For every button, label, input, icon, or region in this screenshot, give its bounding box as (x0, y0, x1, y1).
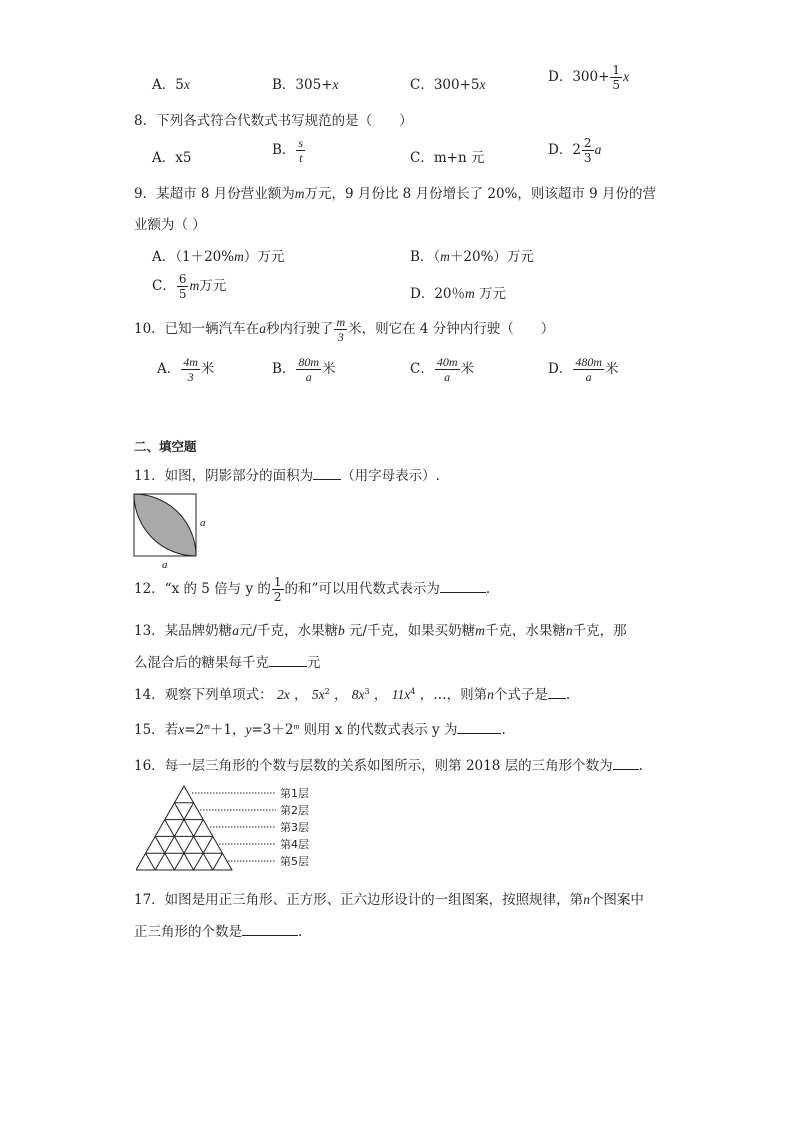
fraction: $\frac{m}{3}$ (336, 315, 346, 344)
q7-option-c: C．300+5x (410, 77, 486, 93)
q8-option-a: A．x5 (152, 150, 192, 166)
q14-stem: 14．观察下列单项式： 2x ， $5x^2$ ， $8x^3$ ， $11x^4$ ，…，则第n个式子是 . (134, 687, 571, 703)
fraction: $\frac{480m}{a}$ (575, 355, 602, 384)
q17-stem-line1: 17．如图是用正三角形、正方形、正六边形设计的一组图案，按照规律，第n个图案中 (134, 892, 644, 908)
answer-blank[interactable] (457, 721, 501, 734)
answer-blank[interactable] (269, 654, 307, 667)
q10-option-b: B． $\frac{80m}{a}$ 米 (272, 355, 336, 384)
q16-stem: 16．每一层三角形的个数与层数的关系如图所示，则第 2018 层的三角形个数为 . (134, 758, 643, 774)
q8-option-c: C．m+n 元 (410, 150, 485, 166)
q13-stem-line1: 13．某品牌奶糖a元/千克，水果糖b 元/千克，如果买奶糖m千克，水果糖n千克，那 (134, 623, 627, 639)
fraction: $\frac{4m}{3}$ (183, 355, 198, 384)
triangle-grid (136, 786, 232, 870)
q8-option-b: B． $\frac{s}{t}$ (272, 136, 304, 165)
label-right: a (200, 517, 206, 529)
fraction: $\frac{80m}{a}$ (298, 355, 320, 384)
q17-stem-line2: 正三角形的个数是 . (134, 924, 303, 940)
fraction: $\frac{1}{5}$ (612, 63, 621, 92)
q9-stem-line1: 9．某超市 8 月份营业额为m万元，9 月份比 8 月份增长了 20%，则该超市 9 月份的营 (134, 186, 657, 202)
layer-label: 第3层 (280, 821, 309, 834)
layer-label: 第4层 (280, 838, 309, 851)
q10-option-d: D． $\frac{480m}{a}$ 米 (548, 355, 619, 384)
q10-option-c: C． $\frac{40m}{a}$ 米 (410, 355, 475, 384)
q11-stem: 11．如图，阴影部分的面积为 （用字母表示）. (134, 468, 440, 484)
q9-option-b: B．（m＋20%）万元 (410, 249, 534, 265)
answer-blank[interactable] (440, 580, 486, 593)
shaded-lens (134, 494, 196, 556)
q9-option-a: A．（1＋20%m）万元 (152, 249, 285, 265)
layer-label: 第5层 (280, 855, 309, 868)
answer-blank[interactable] (242, 923, 298, 936)
q8-option-d: D．2 $\frac{2}{3}$ a (548, 136, 602, 165)
q12-stem: 12．“x 的 5 倍与 y 的 $\frac{1}{2}$ 的和”可以用代数式表示为 . (134, 575, 491, 604)
q10-option-a: A． $\frac{4m}{3}$ 米 (157, 355, 215, 384)
q15-stem: 15．若$x=2^m+1$，$y=3+2^m$ 则用 x 的代数式表示 y 为 . (134, 722, 506, 738)
section-title: 二、填空题 (134, 439, 197, 454)
q7-option-a: A．5x (152, 77, 190, 93)
q16-triangle-figure (136, 782, 336, 876)
answer-blank[interactable] (313, 467, 341, 480)
q7-option-b: B．305+x (272, 77, 339, 93)
fraction: $\frac{40m}{a}$ (436, 355, 458, 384)
fraction: $\frac{s}{t}$ (298, 136, 304, 165)
layer-label: 第2层 (280, 804, 309, 817)
q10-stem: 10．已知一辆汽车在a秒内行驶了 $\frac{m}{3}$ 米，则它在 4 分钟内行驶（ ） (134, 315, 555, 344)
layer-label: 第1层 (280, 787, 309, 800)
q9-option-c: C． $\frac{6}{5}$ m万元 (152, 272, 227, 301)
q8-stem: 8．下列各式符合代数式书写规范的是（ ） (134, 113, 413, 129)
label-bottom: a (162, 559, 168, 570)
q7-option-d: D．300+ $\frac{1}{5}$ x (548, 63, 630, 92)
q9-option-d: D．20％m 万元 (410, 286, 507, 302)
fraction: $\frac{6}{5}$ (178, 272, 187, 301)
fraction: $\frac{2}{3}$ (583, 136, 592, 165)
answer-blank[interactable] (613, 757, 639, 770)
q9-stem-line2: 业额为（ ） (134, 217, 206, 233)
q11-figure (132, 492, 212, 570)
q13-stem-line2: 么混合后的糖果每千克 元 (134, 655, 321, 671)
answer-blank[interactable] (548, 686, 566, 699)
fraction: $\frac{1}{2}$ (273, 575, 282, 604)
